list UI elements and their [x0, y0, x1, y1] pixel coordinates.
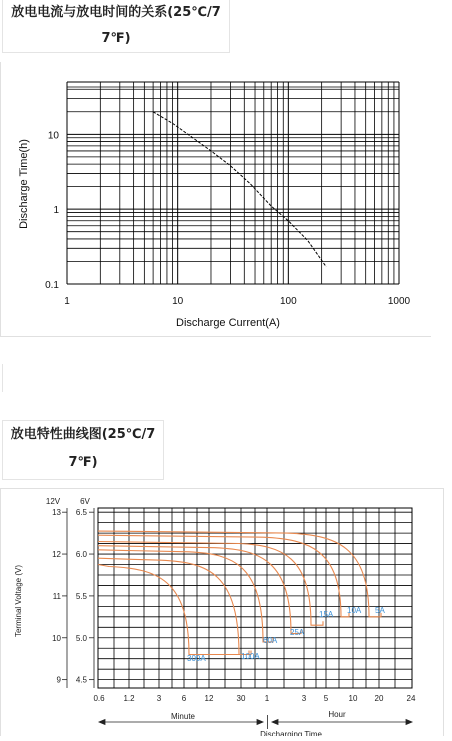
chart2-y-tick-12v: 12	[52, 550, 61, 560]
chart2-caption	[2, 420, 164, 480]
chart2-curves	[98, 531, 385, 663]
chart2-x-tick-label: 0.6	[93, 694, 105, 703]
chart2-y-tick-12v: 10	[52, 633, 61, 643]
chart2-x-tick-label: 20	[374, 694, 384, 703]
chart1-x-tick-label: 100	[279, 296, 297, 307]
chart2-y-tick-6v: 4.5	[75, 675, 87, 685]
chart2-range-arrows	[99, 715, 412, 729]
chart1-x-tick-label: 10	[172, 296, 184, 307]
chart2-svg	[1, 489, 443, 736]
chart2-y-tick-6v: 5.0	[75, 633, 87, 643]
chart2-range-hour: Hour	[328, 710, 346, 719]
chart2-y-tick-12v: 13	[52, 508, 61, 518]
chart2-x-tick-label: 3	[301, 694, 307, 703]
chart1-x-tick-label: 1000	[387, 296, 411, 307]
chart2-grid	[98, 508, 412, 688]
chart2-y-tick-12v: 11	[52, 591, 61, 601]
chart2-series-label: 300A	[187, 654, 206, 663]
chart1-caption-line2: 7℉)	[101, 31, 131, 46]
chart1-caption	[2, 0, 230, 53]
chart2-series-label: 60A	[263, 636, 278, 645]
chart1-svg	[1, 62, 431, 336]
chart2-y-tick-6v: 6.0	[75, 550, 87, 560]
chart2-range-minute: Minute	[170, 712, 196, 721]
chart2-unit-6v: 6V	[80, 497, 90, 506]
chart2-x-tick-label: 6	[181, 694, 187, 703]
chart2-x-tick-label: 30	[236, 694, 246, 703]
chart2-y-tick-12v: 9	[56, 675, 61, 685]
chart2-series-label: 100A	[241, 652, 260, 661]
chart2-x-tick-label: 10	[348, 694, 358, 703]
chart1-grid	[67, 82, 399, 284]
chart2-x-tick-label: 3	[156, 694, 162, 703]
chart2-caption-line2: 7℉)	[68, 455, 98, 470]
chart2-x-tick-label: 12	[204, 694, 214, 703]
chart1-y-axis-label: Discharge Time(h)	[18, 139, 30, 229]
chart2-x-axis-label: Discharging Time	[260, 730, 322, 736]
chart2-y-axis-label: Terminal Voltage (V)	[14, 564, 23, 638]
chart2-x-tick-label: 1.2	[123, 694, 135, 703]
chart2-series-label: 15A	[319, 610, 334, 619]
discharge-characteristics-chart	[0, 488, 444, 736]
chart2-caption-line1: 放电特性曲线图(25℃/7	[10, 427, 156, 442]
chart1-x-tick-label: 1	[64, 296, 70, 307]
chart1-y-tick-label: 0.1	[45, 280, 59, 291]
chart2-x-tick-label: 1	[264, 694, 270, 703]
chart1-series-line	[153, 112, 326, 267]
chart1-y-tick-label: 10	[47, 130, 59, 142]
chart2-series-label: 10A	[347, 606, 362, 615]
chart2-series-label: 25A	[290, 628, 305, 637]
divider-cell	[2, 364, 3, 392]
chart1-y-tick-label: 1	[53, 205, 59, 217]
chart2-x-tick-label: 24	[406, 694, 416, 703]
discharge-current-time-chart	[0, 62, 431, 337]
chart1-x-axis-label: Discharge Current(A)	[176, 317, 280, 329]
chart2-x-tick-label: 5	[323, 694, 329, 703]
chart1-caption-line1: 放电电流与放电时间的关系(25℃/7	[11, 5, 221, 20]
chart2-unit-12v: 12V	[45, 497, 61, 506]
chart2-series-line	[98, 565, 249, 655]
chart2-series-line	[98, 535, 349, 617]
chart2-series-label: 5A	[375, 606, 385, 615]
chart2-y-tick-6v: 5.5	[75, 591, 87, 601]
chart2-y-tick-6v: 6.5	[75, 508, 87, 518]
